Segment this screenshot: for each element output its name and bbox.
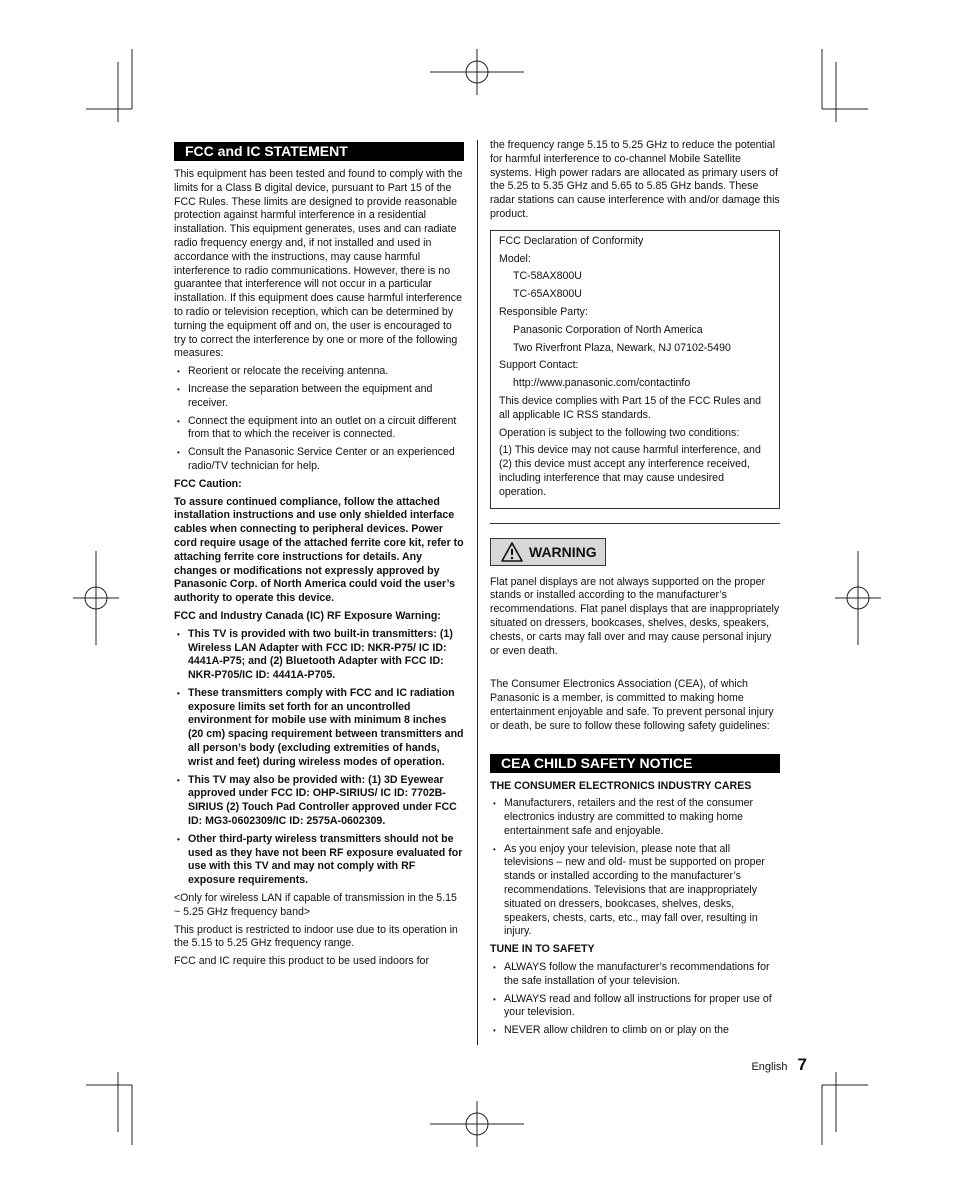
list-item: • This TV is provided with two built-in transmitters: (1) Wireless LAN Adapter with FCC ID: NKR-P75/ IC ID: 4441A-P75; and (2) Bluetooth Adapter with FCC ID: NKR-P705/IC ID: 4441A-P705. bbox=[174, 628, 464, 683]
fcc-intro: This equipment has been tested and found to comply with the limits for a Class B digital device, pursuant to Part 15 of the FCC Rules. These limits are designed to provide reasonable protection against harmful interference in a residential installation. This equipment generates, uses and can radiate radio frequency energy and, if not installed and used in accordance with the instructions, may cause harmful interference to radio communications. However, there is no guarantee that interference will not occur in a particular installation. If this equipment does cause harmful interference to radio or television reception, which can be determined by turning the equipment off and on, the user is encouraged to try to correct the interference by one or more of the following measures: bbox=[174, 168, 463, 360]
responsible-party-address: Two Riverfront Plaza, Newark, NJ 07102-5490 bbox=[513, 341, 731, 354]
list-item: • Consult the Panasonic Service Center or an experienced radio/TV technician for help. bbox=[174, 446, 464, 474]
doc-title: FCC Declaration of Conformity bbox=[499, 234, 644, 247]
warning-badge bbox=[490, 538, 606, 566]
list-item: • Manufacturers, retailers and the rest of the consumer electronics industry are committed to making home entertainment safe and enjoyable. bbox=[490, 797, 780, 838]
list-item: • Increase the separation between the equipment and receiver. bbox=[174, 383, 464, 411]
tune-in-heading: TUNE IN TO SAFETY bbox=[490, 943, 595, 956]
warning-text: Flat panel displays are not always supported on the proper stands or installed according to the manufacturer’s recommendations. Flat panel displays that are inappropriately situated on dressers, bookcases, shelves, desks, speakers, chests, or carts may fall over and may cause personal injury or even death. bbox=[490, 575, 780, 657]
rf-exposure-heading: FCC and Industry Canada (IC) RF Exposure Warning: bbox=[174, 609, 441, 622]
indoor-requirement: FCC and IC require this product to be used indoors for bbox=[174, 955, 429, 968]
right-column bbox=[490, 139, 780, 1042]
frequency-continued: the frequency range 5.15 to 5.25 GHz to reduce the potential for harmful interference to co-channel Mobile Satellite systems. High power radars are allocated as primary users of the 5.25 to 5.35 GHz and 5.65 to 5.85 GHz bands. These radar stations can cause interference with and/or damage this product. bbox=[490, 139, 780, 220]
declaration-of-conformity-box bbox=[490, 230, 780, 509]
warning-label: WARNING bbox=[529, 543, 597, 560]
model-number: TC-58AX800U bbox=[513, 270, 582, 283]
list-item: • As you enjoy your television, please note that all televisions – new and old- must be supported on proper stands or installed according to the manufacturer’s recommendations. Televisions that are inappropriately situated on dressers, bookcases, shelves, desks, speakers, chests, carts, etc., may fall over, resulting in injury. bbox=[490, 843, 780, 940]
fcc-caution-heading: FCC Caution: bbox=[174, 477, 242, 490]
list-item: • ALWAYS read and follow all instructions for proper use of your television. bbox=[490, 993, 780, 1021]
operation-statement: Operation is subject to the following two conditions: bbox=[499, 426, 740, 439]
compliance-statement: This device complies with Part 15 of the FCC Rules and all applicable IC RSS standards. bbox=[499, 394, 762, 421]
footer-language: English bbox=[751, 1061, 788, 1073]
column-divider bbox=[477, 140, 478, 1045]
list-item: • This TV may also be provided with: (1) 3D Eyewear approved under FCC ID: OHP-SIRIUS/ IC ID: 7702B-SIRIUS (2) Touch Pad Controller approved under FCC ID: MG3-0602309/IC ID: 2575A-0602309. bbox=[174, 774, 464, 829]
list-item: • These transmitters comply with FCC and IC radiation exposure limits set forth for an uncontrolled environment for mobile use with minimum 8 inches (20 cm) spacing requirement between transmitters and all person’s body (excluding extremities of hands, wrist and feet) during wireless modes of operation. bbox=[174, 687, 464, 770]
responsible-party-name: Panasonic Corporation of North America bbox=[513, 323, 703, 336]
indoor-restriction: This product is restricted to indoor use due to its operation in the 5.15 to 5.25 GHz frequency range. bbox=[174, 923, 458, 950]
list-item: • Reorient or relocate the receiving antenna. bbox=[174, 365, 464, 379]
cea-intro: The Consumer Electronics Association (CEA), of which Panasonic is a member, is committed to making home entertainment enjoyable and safe. To prevent personal injury or death, be sure to follow these following safety guidelines: bbox=[490, 678, 774, 732]
tune-in-list bbox=[490, 961, 780, 1038]
responsible-party-label: Responsible Party: bbox=[499, 305, 588, 318]
fcc-section-title: FCC and IC STATEMENT bbox=[174, 142, 464, 161]
industry-cares-heading: THE CONSUMER ELECTRONICS INDUSTRY CARES bbox=[490, 779, 752, 792]
page-footer bbox=[751, 1055, 807, 1075]
model-number: TC-65AX800U bbox=[513, 288, 582, 301]
operation-conditions: (1) This device may not cause harmful interference, and (2) this device must accept any interference received, including interference that may cause undesired operation. bbox=[499, 444, 761, 498]
rf-exposure-list bbox=[174, 628, 464, 888]
warning-triangle-icon bbox=[501, 542, 523, 562]
support-contact-label: Support Contact: bbox=[499, 359, 579, 372]
industry-cares-list bbox=[490, 797, 780, 939]
left-column bbox=[174, 142, 464, 973]
cea-section-title: CEA CHILD SAFETY NOTICE bbox=[490, 754, 780, 773]
model-label: Model: bbox=[499, 252, 531, 265]
wlan-note: <Only for wireless LAN if capable of transmission in the 5.15 ~ 5.25 GHz frequency band> bbox=[174, 892, 457, 918]
list-item: • ALWAYS follow the manufacturer’s recommendations for the safe installation of your television. bbox=[490, 961, 780, 989]
measures-list bbox=[174, 365, 464, 474]
list-item: • NEVER allow children to climb on or play on the bbox=[490, 1024, 780, 1038]
list-item: • Connect the equipment into an outlet on a circuit different from that to which the receiver is connected. bbox=[174, 415, 464, 443]
list-item: • Other third-party wireless transmitters should not be used as they have not been RF exposure evaluated for use with this TV and may not comply with RF exposure requirements. bbox=[174, 833, 464, 888]
page-number: 7 bbox=[797, 1055, 807, 1074]
support-url: http://www.panasonic.com/contactinfo bbox=[513, 377, 691, 390]
section-divider bbox=[490, 523, 780, 524]
fcc-caution-text: To assure continued compliance, follow the attached installation instructions and use only shielded interface cables when connecting to peripheral devices. Power cord require usage of the attached ferrite core kit, refer to attaching ferrite core instructions for details. Any changes or modifications not expressly approved by Panasonic Corp. of North America could void the user’s authority to operate this device. bbox=[174, 495, 464, 605]
